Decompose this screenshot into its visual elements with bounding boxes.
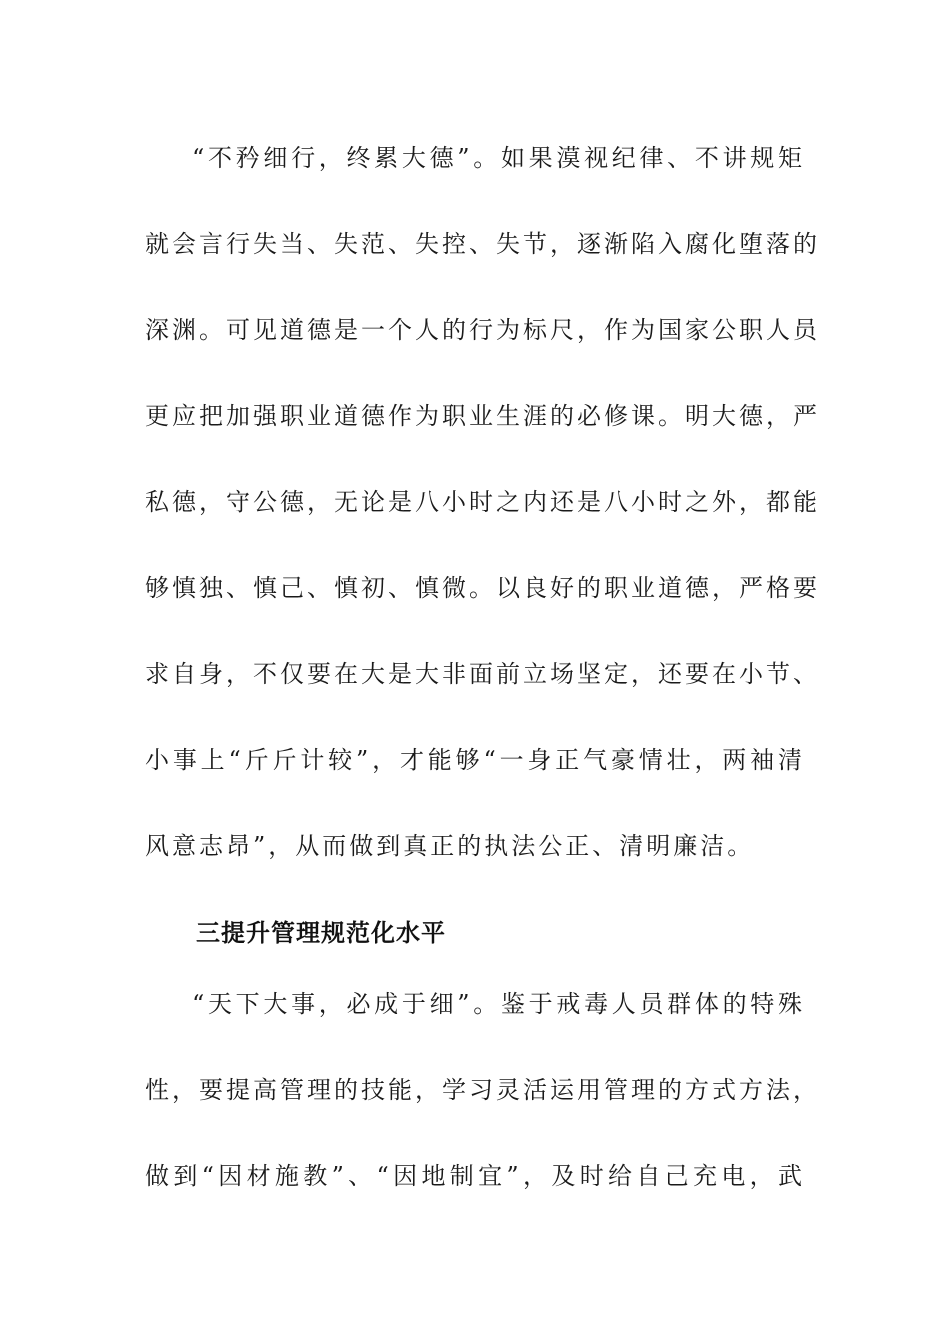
paragraph1-line-7: 求自身，不仅要在大是大非面前立场坚定，还要在小节、 <box>145 660 820 688</box>
paragraph2-line-3: 做到“因材施教”、“因地制宜”，及时给自己充电，武 <box>145 1162 805 1190</box>
paragraph2-line-1: “天下大事，必成于细”。鉴于戒毒人员群体的特殊 <box>192 990 805 1018</box>
paragraph1-line-8: 小事上“斤斤计较”，才能够“一身正气豪情壮，两袖清 <box>145 746 805 774</box>
section-heading: 三提升管理规范化水平 <box>196 919 446 947</box>
paragraph2-line-2: 性，要提高管理的技能，学习灵活运用管理的方式方法， <box>145 1076 820 1104</box>
paragraph1-line-1: “不矜细行，终累大德”。如果漠视纪律、不讲规矩 <box>192 144 805 172</box>
paragraph1-line-6: 够慎独、慎己、慎初、慎微。以良好的职业道德，严格要 <box>145 574 820 602</box>
paragraph1-line-9: 风意志昂”，从而做到真正的执法公正、清明廉洁。 <box>145 832 755 860</box>
paragraph1-line-3: 深渊。可见道德是一个人的行为标尺，作为国家公职人员 <box>145 316 820 344</box>
paragraph1-line-4: 更应把加强职业道德作为职业生涯的必修课。明大德，严 <box>145 402 820 430</box>
paragraph1-line-2: 就会言行失当、失范、失控、失节，逐渐陷入腐化堕落的 <box>145 230 820 258</box>
paragraph1-line-5: 私德，守公德，无论是八小时之内还是八小时之外，都能 <box>145 488 820 516</box>
